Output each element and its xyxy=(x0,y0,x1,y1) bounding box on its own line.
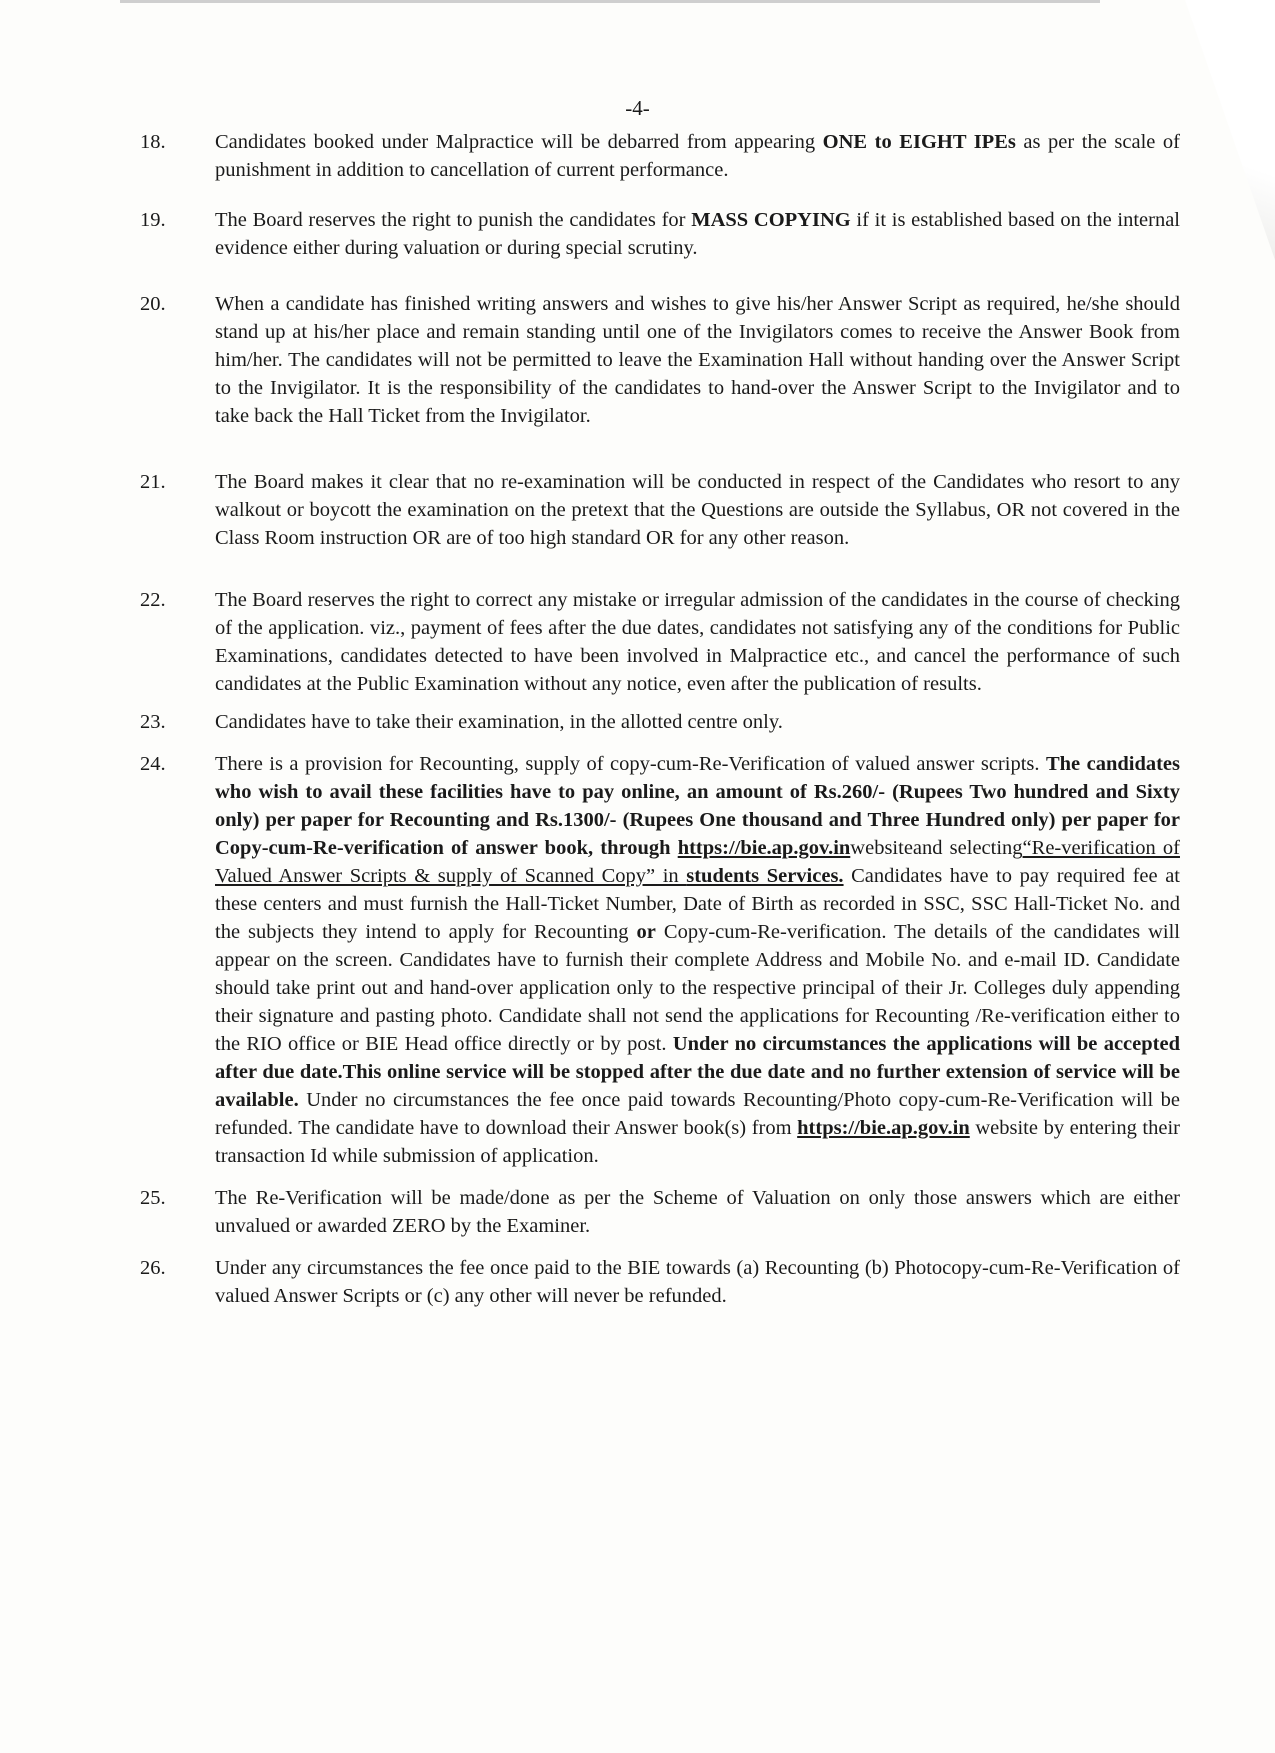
bold-text: or xyxy=(636,921,656,943)
clause-18 xyxy=(140,128,1180,184)
clause-list xyxy=(140,128,1180,1310)
clause-number: 26. xyxy=(140,1257,166,1279)
clause-number: 24. xyxy=(140,753,166,775)
clause-number: 25. xyxy=(140,1187,166,1209)
text-run: website by entering their transaction Id while submission of application. xyxy=(215,1117,1180,1167)
folded-corner xyxy=(1185,0,1275,260)
bold-text: The candidates who wish to avail these facilities have to pay online, an amount of Rs.260/- (Rupees Two hundred and Sixty only) per paper for Recounting and Rs.1300/- (Rupees One thousand and Three Hundred only) per paper for Copy-cum-Re-verification of answer book, through xyxy=(215,753,1181,859)
clause-text xyxy=(215,1184,1180,1240)
text-run: as per the scale of punishment in addition to cancellation of current performance. xyxy=(215,131,1181,181)
page-number: -4- xyxy=(625,96,650,120)
clause-number: 20. xyxy=(140,293,166,315)
text-run: Under no circumstances the fee once paid towards Recounting/Photo copy-cum-Re-Verification will be refunded. The candidate have to download their Answer book(s) from xyxy=(215,1089,1180,1139)
clause-text xyxy=(215,586,1180,698)
text-run: websiteand selecting xyxy=(850,837,1023,859)
text-run: Candidates have to take their examination, in the allotted centre only. xyxy=(215,711,783,733)
clause-text xyxy=(215,128,1180,184)
website-link: https://bie.ap.gov.in xyxy=(797,1117,970,1139)
clause-number: 18. xyxy=(140,131,166,153)
clause-22 xyxy=(140,586,1180,698)
website-link: https://bie.ap.gov.in xyxy=(677,837,851,859)
clause-number: 21. xyxy=(140,471,166,493)
clause-text xyxy=(215,1254,1180,1310)
bold-text: MASS COPYING xyxy=(691,209,851,231)
text-run: if it is established based on the internal evidence either during valuation or during special scrutiny. xyxy=(215,209,1180,259)
clause-number: 22. xyxy=(140,589,166,611)
underlined-text: “Re-verification of Valued Answer Scripts & supply of Scanned Copy” in xyxy=(215,837,1180,887)
text-run: The Board reserves the right to correct any mistake or irregular admission of the candidates in the course of checking of the application. viz., payment of fees after the due dates, candidates not satisfying any of the conditions for Public Examinations, candidates detected to have been involved in Malpractice etc., and cancel the performance of such candidates at the Public Examination without any notice, even after the publication of results. xyxy=(215,589,1180,695)
text-run: Candidates have to pay required fee at these centers and must furnish the Hall-Ticket Number, Date of Birth as recorded in SSC, SSC Hall-Ticket No. and the subjects they intend to apply for Recounting xyxy=(215,865,1180,943)
clause-20 xyxy=(140,290,1180,430)
text-run: Copy-cum-Re-verification. The details of the candidates will appear on the screen. Candidates have to furnish their complete Address and Mobile No. and e-mail ID. Candidate should take print out and hand-over application only to the respective principal of their Jr. Colleges duly appending their signature and pasting photo. Candidate shall not send the applications for Recounting /Re-verification either to the RIO office or BIE Head office directly or by post. xyxy=(215,921,1181,1055)
clause-23 xyxy=(140,708,1180,736)
text-run: There is a provision for Recounting, supply of copy-cum-Re-Verification of valued answer scripts. xyxy=(215,753,1046,775)
clause-text xyxy=(215,468,1180,552)
clause-19 xyxy=(140,206,1180,262)
bold-text: Under no circumstances the applications will be accepted after due date.This online service will be stopped after the due date and no further extension of service will be available. xyxy=(215,1033,1180,1111)
text-run: The Board reserves the right to punish the candidates for xyxy=(215,209,692,231)
clause-26 xyxy=(140,1254,1180,1310)
scan-top-edge xyxy=(120,0,1100,3)
clause-text xyxy=(215,708,1180,736)
clause-21 xyxy=(140,468,1180,552)
clause-text xyxy=(215,206,1180,262)
clause-25 xyxy=(140,1184,1180,1240)
text-run: The Board makes it clear that no re-examination will be conducted in respect of the Candidates who resort to any walkout or boycott the examination on the pretext that the Questions are outside the Syllabus, OR not covered in the Class Room instruction OR are of too high standard OR for any other reason. xyxy=(215,471,1180,549)
clause-text xyxy=(215,750,1180,1170)
clause-24 xyxy=(140,750,1180,1170)
text-run: Candidates booked under Malpractice will be debarred from appearing xyxy=(215,131,823,153)
text-run: When a candidate has finished writing answers and wishes to give his/her Answer Script as required, he/she should stand up at his/her place and remain standing until one of the Invigilators comes to receive the Answer Book from him/her. The candidates will not be permitted to leave the Examination Hall without handing over the Answer Script to the Invigilator. It is the responsibility of the candidates to hand-over the Answer Script to the Invigilator and to take back the Hall Ticket from the Invigilator. xyxy=(215,293,1180,427)
website-link: students Services. xyxy=(686,865,844,887)
clause-text xyxy=(215,290,1180,430)
text-run: Under any circumstances the fee once paid to the BIE towards (a) Recounting (b) Photocopy-cum-Re-Verification of valued Answer Scripts or (c) any other will never be refunded. xyxy=(215,1257,1180,1307)
bold-text: ONE to EIGHT IPEs xyxy=(822,131,1016,153)
clause-number: 19. xyxy=(140,209,166,231)
clause-number: 23. xyxy=(140,711,166,733)
text-run: The Re-Verification will be made/done as per the Scheme of Valuation on only those answers which are either unvalued or awarded ZERO by the Examiner. xyxy=(215,1187,1180,1237)
